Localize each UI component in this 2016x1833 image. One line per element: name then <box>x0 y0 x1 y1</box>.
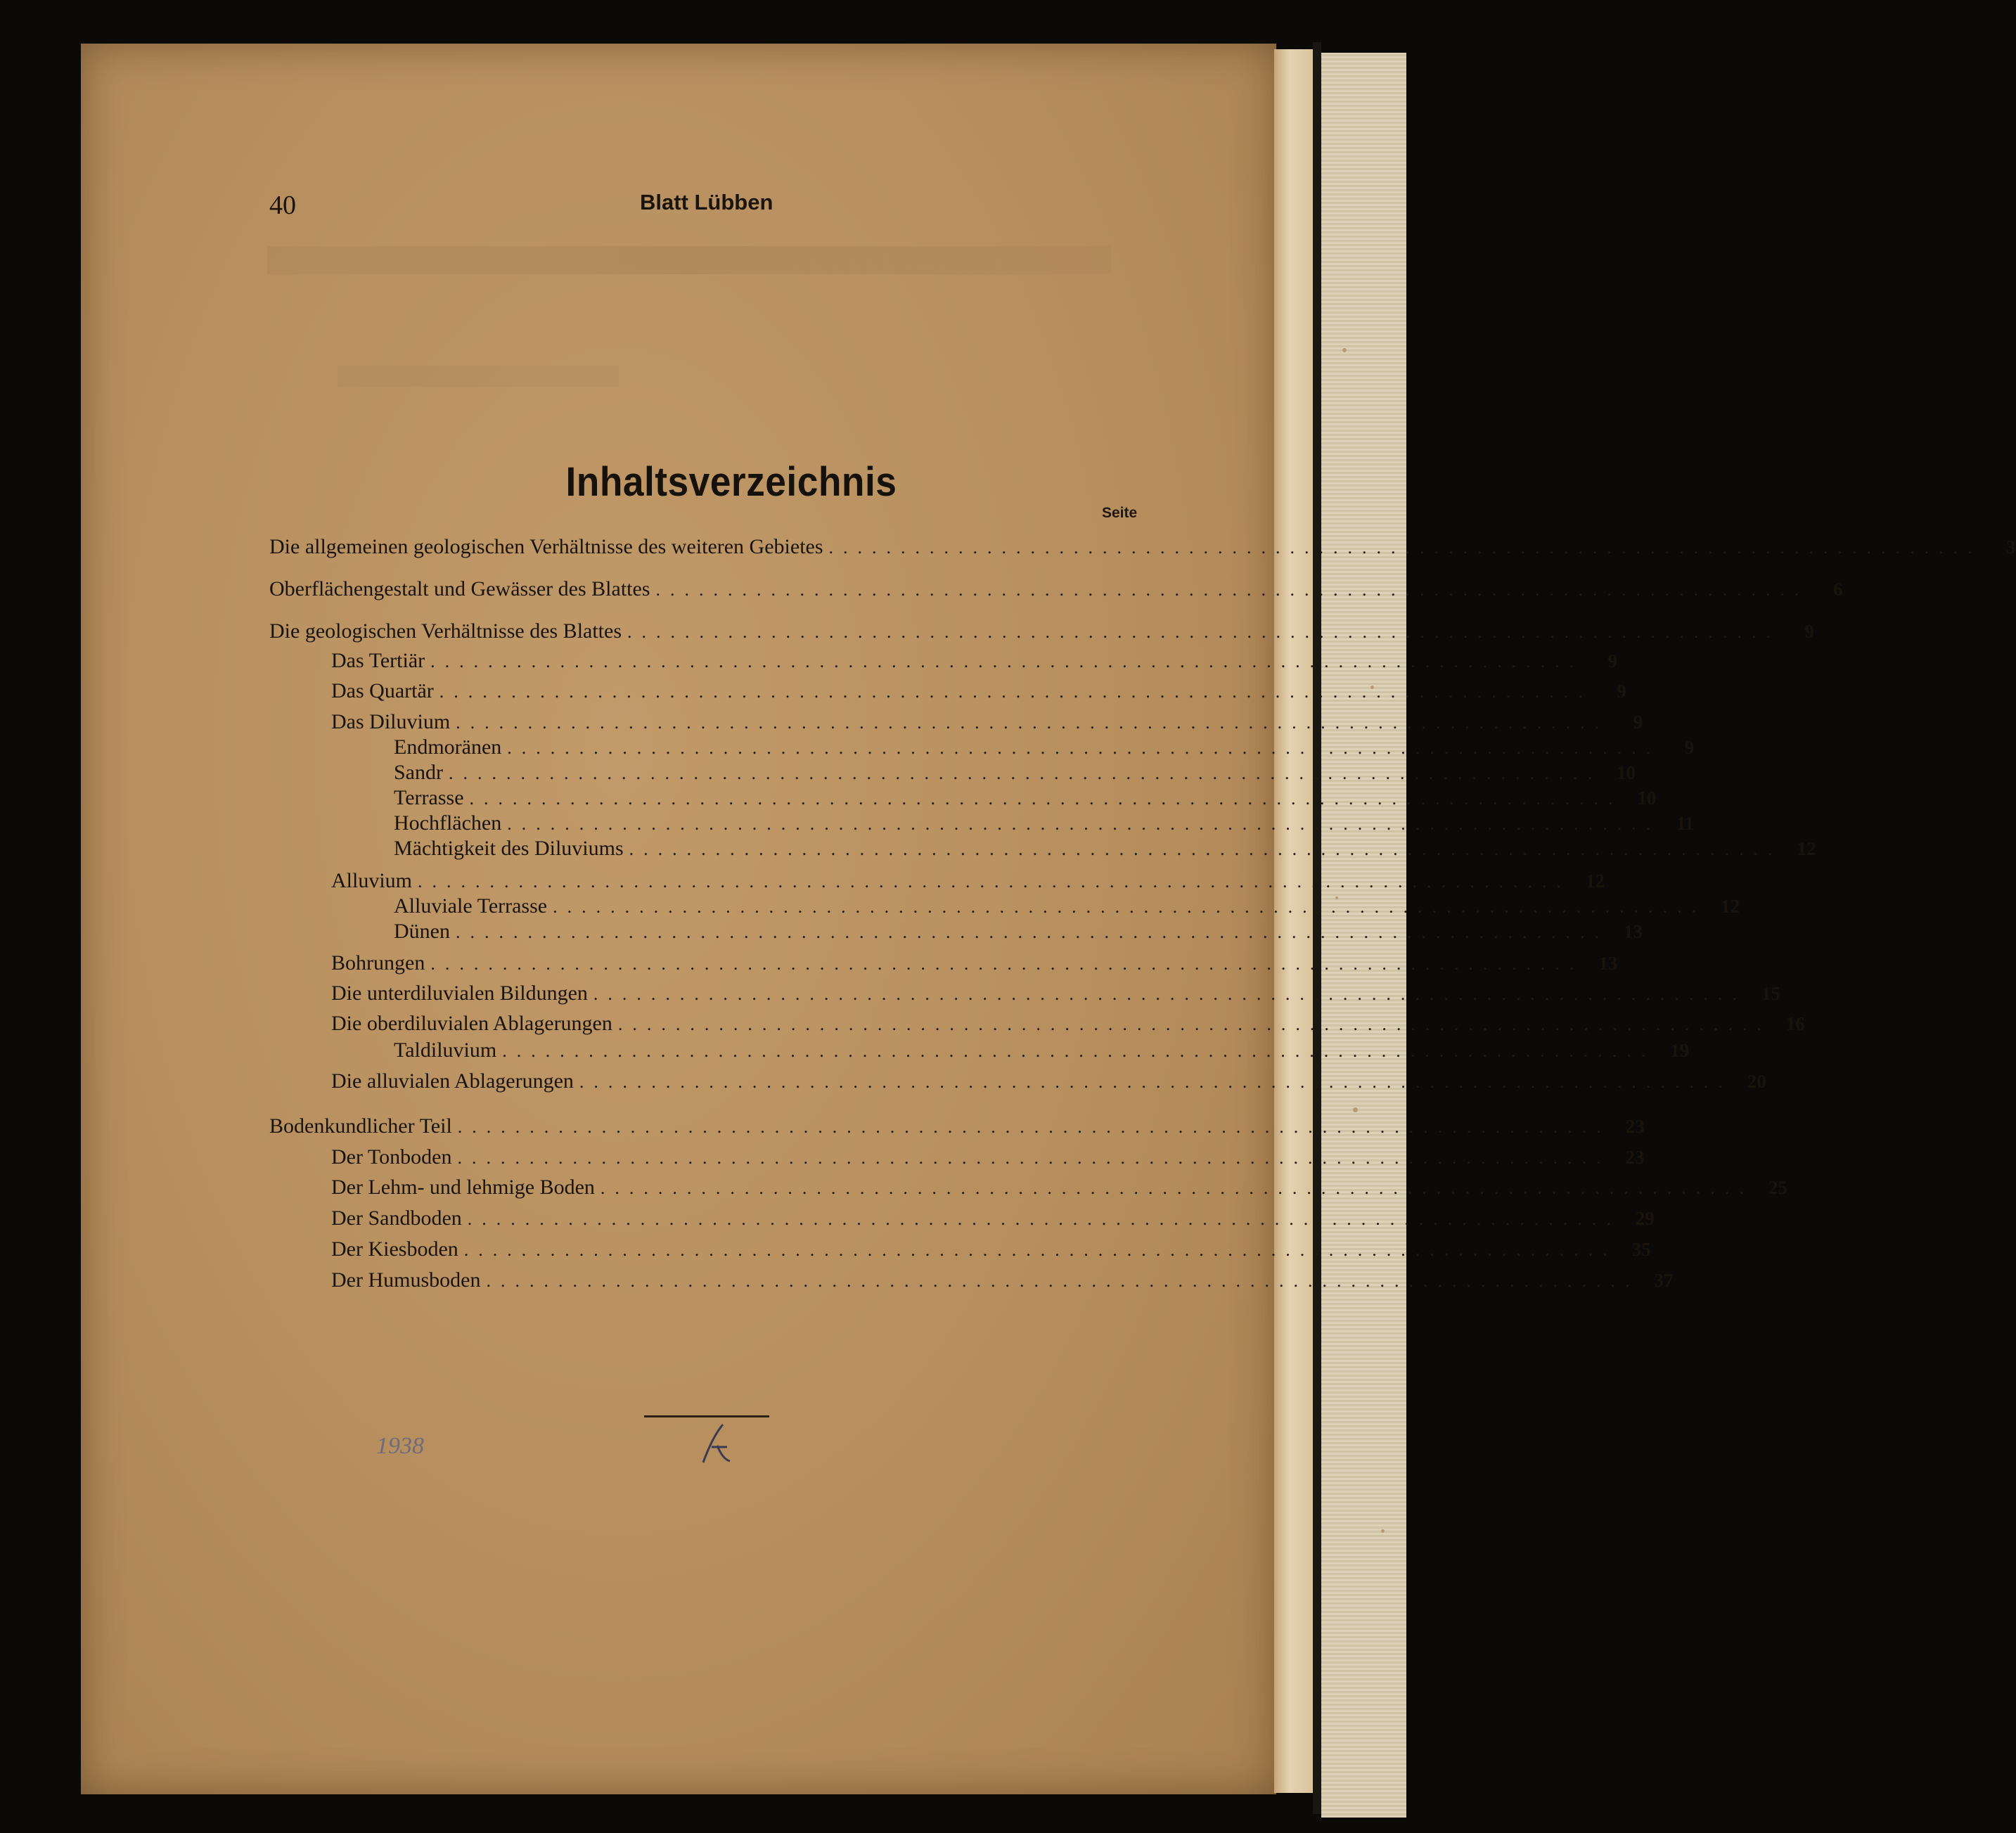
toc-entry-page: 19 <box>1670 1040 1690 1061</box>
toc-leader-dots: ................................................................................ <box>463 1240 1617 1260</box>
show-through-shadow <box>338 366 619 387</box>
toc-entry-label: Die allgemeinen geologischen Verhältnisse des weiteren Gebietes <box>269 535 823 558</box>
toc-entry-label: Der Humusboden <box>331 1268 481 1292</box>
toc-entry-label: Der Tonboden <box>331 1145 452 1169</box>
toc-entry <box>331 1067 1766 1095</box>
toc-entry <box>394 835 1816 863</box>
toc-entry-label: Bodenkundlicher Teil <box>269 1114 452 1138</box>
toc-entry-label: Das Tertiär <box>331 649 425 672</box>
toc-leader-dots: ................................................................................ <box>449 763 1602 783</box>
toc-entry <box>331 1204 1655 1233</box>
toc-entry-label: Das Quartär <box>331 679 434 702</box>
library-stamp-mark <box>696 1419 738 1468</box>
toc-entry-page: 10 <box>1637 787 1657 809</box>
toc-leader-dots: ................................................................................ <box>655 579 1809 600</box>
toc-entry-page: 23 <box>1625 1116 1645 1137</box>
toc-entry-page: 12 <box>1797 838 1816 859</box>
toc-entry-page: 3 <box>2006 536 2016 558</box>
toc-entry-page: 11 <box>1676 813 1695 834</box>
toc-leader-dots: ................................................................................ <box>507 813 1661 834</box>
toc-leader-dots: ................................................................................ <box>617 1014 1771 1034</box>
toc-leader-dots: ................................................................................ <box>553 896 1707 917</box>
toc-leader-dots: ................................................................................ <box>430 953 1584 974</box>
toc-entry-label: Die geologischen Verhältnisse des Blattes <box>269 619 622 643</box>
closing-rule <box>644 1415 769 1417</box>
toc-entry-label: Mächtigkeit des Diluviums <box>394 837 624 860</box>
toc-entry-page: 37 <box>1654 1270 1674 1291</box>
toc-entry-label: Alluvium <box>331 869 413 892</box>
toc-entry-page: 35 <box>1631 1239 1651 1260</box>
page-number: 40 <box>269 191 296 220</box>
toc-entry <box>269 617 1815 645</box>
toc-leader-dots: ................................................................................ <box>456 712 1610 733</box>
toc-leader-dots: ................................................................................ <box>418 871 1572 892</box>
toc-leader-dots: ................................................................................ <box>467 1209 1621 1229</box>
toc-entry <box>331 1010 1805 1038</box>
toc-leader-dots: ................................................................................ <box>430 651 1584 671</box>
show-through-shadow <box>267 246 1111 274</box>
toc-entry-label: Der Kiesboden <box>331 1237 458 1261</box>
toc-entry-page: 20 <box>1747 1071 1766 1092</box>
toc-leader-dots: ................................................................................ <box>627 622 1781 642</box>
toc-entry-page: 9 <box>1617 681 1626 702</box>
toc-entry <box>269 533 2016 561</box>
toc-entry <box>331 647 1618 675</box>
toc-entry-label: Der Sandboden <box>331 1207 462 1230</box>
toc-entry-label: Terrasse <box>394 786 464 809</box>
toc-entry-label: Das Diluvium <box>331 710 451 733</box>
toc-leader-dots: ................................................................................ <box>469 788 1623 809</box>
pencil-note: 1938 <box>376 1433 424 1459</box>
toc-title <box>0 458 1406 506</box>
toc-entry <box>394 1036 1690 1065</box>
toc-entry <box>269 575 1843 603</box>
toc-entry <box>331 677 1626 705</box>
toc-entry-page: 16 <box>1785 1013 1805 1034</box>
toc-entry-label: Hochflächen <box>394 811 502 835</box>
toc-entry-label: Taldiluvium <box>394 1038 497 1062</box>
toc-entry-page: 12 <box>1721 896 1740 917</box>
toc-entry-page: 29 <box>1635 1208 1655 1229</box>
toc-entry <box>331 867 1605 895</box>
toc-entry-label: Bohrungen <box>331 951 425 975</box>
toc-entry-label: Sandr <box>394 761 443 784</box>
toc-entry <box>394 784 1657 812</box>
toc-entry-page: 9 <box>1684 737 1695 758</box>
toc-leader-dots: ................................................................................ <box>439 681 1593 702</box>
toc-entry-page: 25 <box>1768 1177 1787 1198</box>
toc-entry-page: 13 <box>1623 921 1643 942</box>
toc-entry-label: Oberflächengestalt und Gewässer des Blattes <box>269 577 650 600</box>
toc-entry <box>269 1112 1645 1140</box>
toc-entry-page: 6 <box>1832 579 1843 600</box>
toc-leader-dots: ................................................................................ <box>486 1271 1640 1291</box>
toc-entry <box>331 1266 1674 1294</box>
toc-leader-dots: ................................................................................ <box>579 1072 1733 1092</box>
running-title: Blatt Lübben <box>640 190 773 214</box>
toc-entry <box>394 733 1695 761</box>
toc-leader-dots: ................................................................................ <box>457 1117 1611 1137</box>
toc-entry <box>331 708 1643 736</box>
toc-entry-label: Die unterdiluvialen Bildungen <box>331 982 588 1005</box>
toc-entry-label: Endmoränen <box>394 735 502 759</box>
toc-leader-dots: ................................................................................ <box>629 839 1783 859</box>
toc-entry <box>331 1235 1651 1263</box>
toc-entry-label: Die alluvialen Ablagerungen <box>331 1069 574 1093</box>
toc-entry-label: Alluviale Terrasse <box>394 894 548 918</box>
toc-leader-dots: ................................................................................ <box>502 1041 1656 1061</box>
toc-entry-label: Der Lehm- und lehmige Boden <box>331 1176 595 1199</box>
toc-entry-page: 13 <box>1598 953 1618 974</box>
toc-leader-dots: ................................................................................ <box>457 1147 1611 1168</box>
toc-leader-dots: ................................................................................ <box>828 537 1982 558</box>
toc-leader-dots: ................................................................................ <box>593 984 1747 1004</box>
toc-leader-dots: ................................................................................ <box>455 922 1609 942</box>
toc-entry-page: 10 <box>1617 762 1636 783</box>
toc-entry-page: 23 <box>1625 1147 1645 1168</box>
toc-entry-label: Dünen <box>394 920 450 943</box>
toc-entry-page: 12 <box>1586 870 1605 892</box>
toc-entry-page: 9 <box>1607 650 1618 671</box>
toc-entry-page: 9 <box>1633 712 1643 733</box>
toc-entry-page: 9 <box>1804 621 1815 642</box>
toc-entry <box>394 892 1740 920</box>
toc-title-text: Inhaltsverzeichnis <box>565 459 897 505</box>
toc-entry-label: Die oberdiluvialen Ablagerungen <box>331 1012 612 1035</box>
toc-entry <box>394 918 1643 946</box>
toc-entry <box>331 1143 1645 1171</box>
toc-entry <box>394 759 1636 787</box>
page-column-label: Seite <box>1102 505 1138 521</box>
toc-entry <box>394 809 1695 837</box>
toc-leader-dots: ................................................................................ <box>507 738 1661 758</box>
toc-entry <box>331 979 1780 1008</box>
toc-leader-dots: ................................................................................ <box>600 1178 1754 1198</box>
toc-entry <box>331 949 1618 977</box>
toc-entry-page: 15 <box>1761 983 1780 1004</box>
toc-entry <box>331 1173 1787 1202</box>
